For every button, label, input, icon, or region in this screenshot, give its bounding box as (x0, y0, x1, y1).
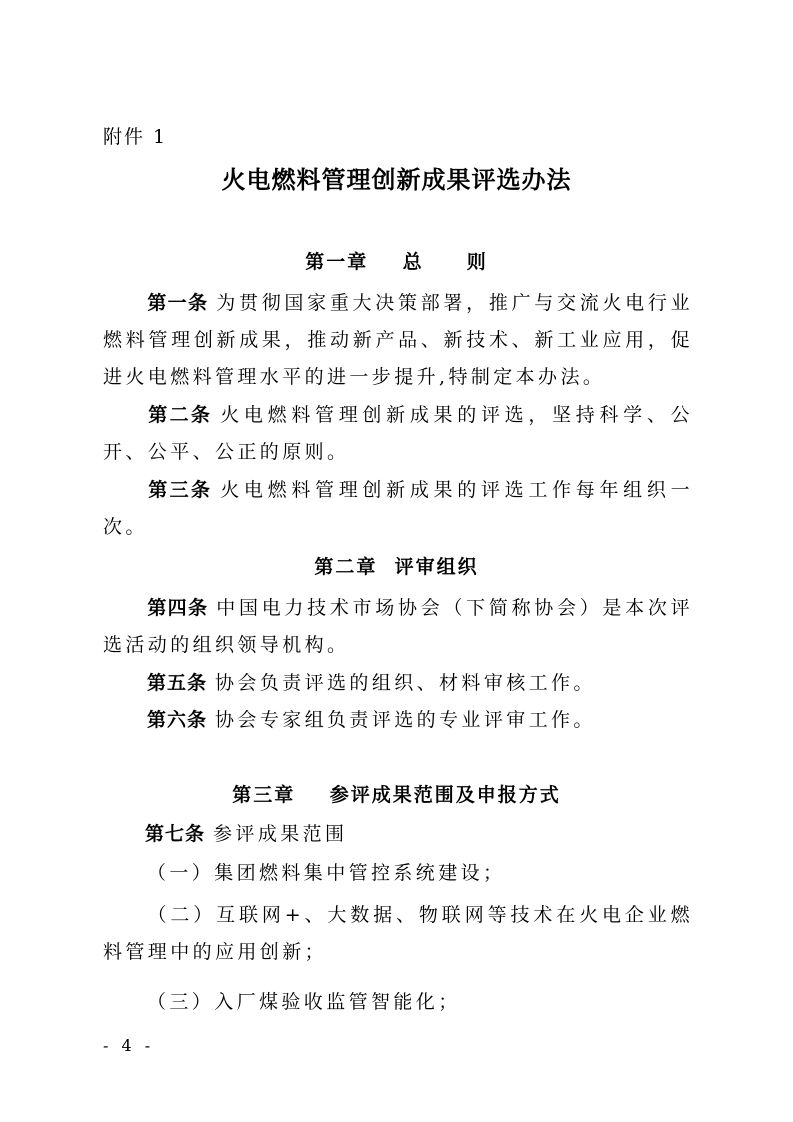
list-item-text: （三）入厂煤验收监管智能化； (147, 991, 461, 1013)
article-label: 第四条 (147, 597, 209, 619)
article-text: 为贯彻国家重大决策部署，推广与交流火电行业燃料管理创新成果，推动新产品、新技术、新工业应用，促进火电燃料管理水平的进一步提升,特制定本办法。 (103, 292, 693, 388)
list-item (103, 984, 693, 1021)
article-label: 第一条 (147, 292, 209, 314)
list-item-text: （一）集团燃料集中管控系统建设； (147, 862, 506, 884)
article-text: 参评成果范围 (213, 823, 348, 845)
article-3 (103, 472, 693, 546)
list-item (103, 855, 693, 892)
article-label: 第五条 (147, 672, 208, 694)
list-item (103, 897, 693, 971)
document-title: 火电燃料管理创新成果评选办法 (221, 166, 572, 194)
article-text: 火电燃料管理创新成果的评选工作每年组织一次。 (103, 479, 693, 538)
article-6 (103, 702, 693, 739)
article-text: 协会专家组负责评选的专业评审工作。 (215, 709, 596, 731)
article-1 (103, 285, 693, 396)
article-7 (145, 816, 693, 853)
article-text: 中国电力技术市场协会（下简称协会）是本次评选活动的组织领导机构。 (103, 597, 693, 656)
page-number: - 4 - (103, 1036, 155, 1055)
article-2 (103, 397, 693, 471)
chapter-heading-1: 第一章 总 则 (305, 251, 488, 273)
article-5 (103, 665, 693, 702)
chapter-heading-3: 第三章 参评成果范围及申报方式 (232, 784, 561, 806)
chapter-heading-2: 第二章 评审组织 (314, 556, 479, 578)
article-label: 第二条 (147, 404, 213, 426)
attachment-label: 附件 1 (103, 126, 168, 148)
article-label: 第三条 (147, 479, 213, 501)
article-text: 火电燃料管理创新成果的评选，坚持科学、公开、公平、公正的原则。 (103, 404, 693, 463)
article-label: 第七条 (145, 823, 206, 845)
article-4 (103, 590, 693, 664)
article-text: 协会负责评选的组织、材料审核工作。 (215, 672, 596, 694)
list-item-text: （二）互联网+、大数据、物联网等技术在火电企业燃料管理中的应用创新； (103, 904, 693, 963)
article-label: 第六条 (147, 709, 208, 731)
